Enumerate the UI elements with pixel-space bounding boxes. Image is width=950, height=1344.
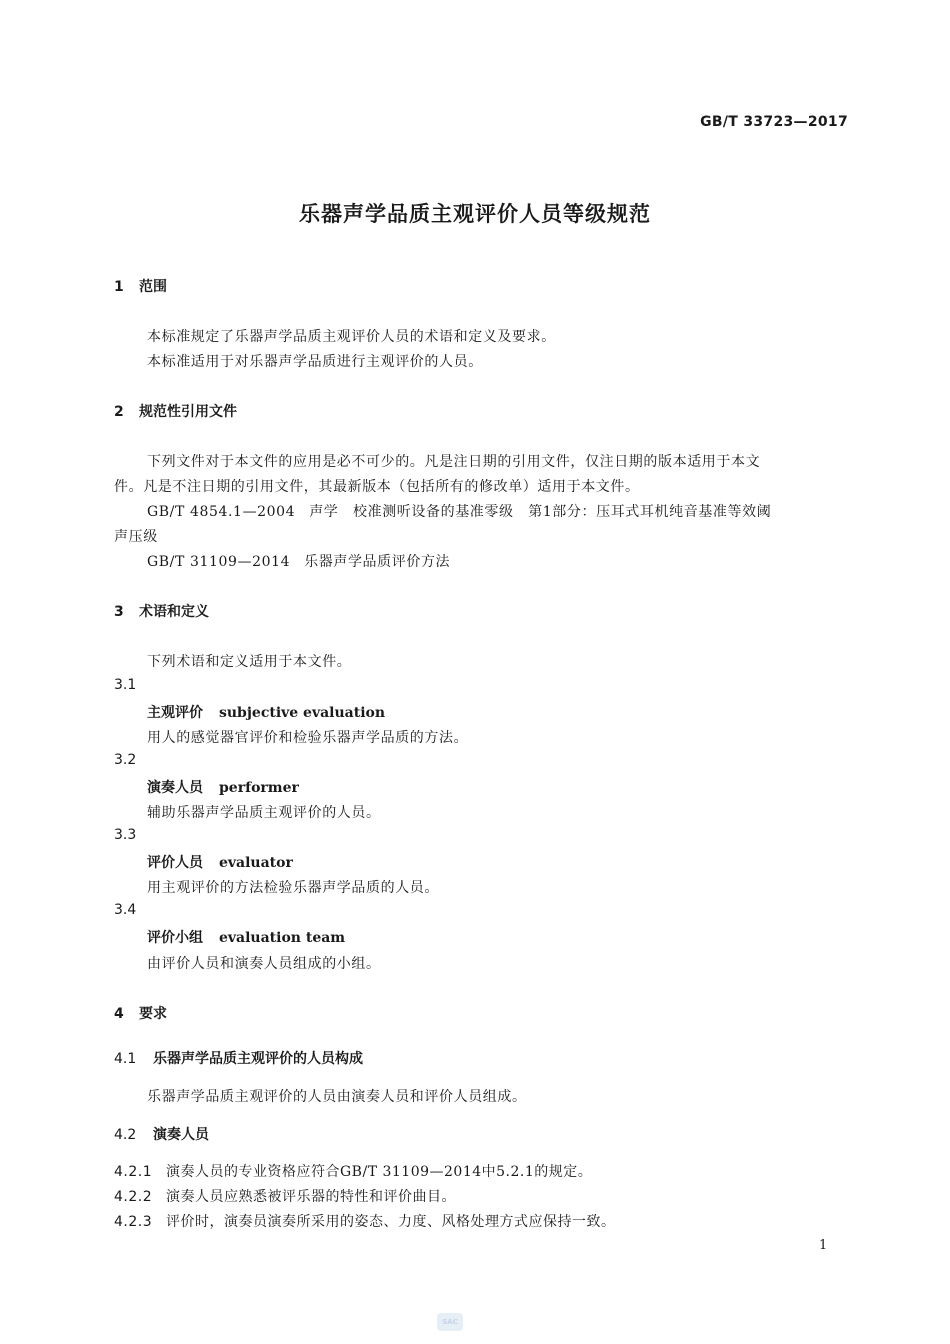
clause-text: 演奏人员的专业资格应符合GB/T 31109—2014中5.2.1的规定。 [166,1164,593,1180]
term-entry [147,927,345,947]
subsection-4-1-heading [114,1048,363,1068]
section-title: 要求 [139,1006,167,1022]
section-number: 2 [114,404,124,420]
reference-title: 乐器声学品质评价方法 [304,554,451,570]
term-chinese: 评价人员 [147,855,203,871]
paragraph: 乐器声学品质主观评价的人员由演奏人员和评价人员组成。 [147,1089,527,1105]
paragraph: 本标准规定了乐器声学品质主观评价人员的术语和定义及要求。 [147,329,556,345]
term-definition: 辅助乐器声学品质主观评价的人员。 [147,805,381,821]
paragraph: 本标准适用于对乐器声学品质进行主观评价的人员。 [147,354,483,370]
term-entry [147,777,299,797]
term-chinese: 评价小组 [147,930,203,946]
term-number: 3.3 [114,827,137,843]
term-chinese: 主观评价 [147,705,203,721]
term-definition: 由评价人员和演奏人员组成的小组。 [147,956,381,972]
reference-title-continuation: 声压级 [114,529,158,545]
section-title: 规范性引用文件 [139,404,237,420]
paragraph: 件。凡是不注日期的引用文件，其最新版本（包括所有的修改单）适用于本文件。 [114,479,640,495]
term-english: subjective evaluation [219,705,386,721]
term-chinese: 演奏人员 [147,780,203,796]
page-number: 1 [819,1238,828,1253]
term-english: performer [219,780,299,796]
subsection-4-2-heading [114,1124,209,1144]
clause-number: 4.2.1 [114,1164,153,1180]
watermark-logo: SAC [437,1313,463,1331]
section-1-heading [114,276,167,296]
term-number: 3.4 [114,902,137,918]
subsection-number: 4.2 [114,1127,137,1143]
section-number: 4 [114,1006,124,1022]
term-number: 3.1 [114,677,137,693]
term-entry [147,852,293,872]
paragraph: 下列文件对于本文件的应用是必不可少的。凡是注日期的引用文件，仅注日期的版本适用于本文 [147,454,761,470]
reference-code: GB/T 4854.1—2004 [147,504,296,520]
section-2-heading [114,401,237,421]
subsection-title: 乐器声学品质主观评价的人员构成 [153,1051,363,1067]
reference-title: 声学 校准测听设备的基准零级 第1部分：压耳式耳机纯音基准等效阈 [309,504,772,520]
section-number: 3 [114,604,124,620]
clause-number: 4.2.2 [114,1189,153,1205]
clause-item [114,1211,616,1231]
clause-text: 评价时，演奏员演奏所采用的姿态、力度、风格处理方式应保持一致。 [166,1214,616,1230]
clause-text: 演奏人员应熟悉被评乐器的特性和评价曲目。 [166,1189,456,1205]
normative-reference-2 [147,551,450,571]
section-title: 术语和定义 [139,604,209,620]
reference-code: GB/T 31109—2014 [147,554,291,570]
term-entry [147,702,385,722]
section-4-heading [114,1003,167,1023]
clause-number: 4.2.3 [114,1214,153,1230]
term-english: evaluator [219,855,293,871]
term-english: evaluation team [219,930,346,946]
term-number: 3.2 [114,752,137,768]
standard-number: GB/T 33723—2017 [700,114,848,130]
subsection-title: 演奏人员 [153,1127,209,1143]
clause-item [114,1161,592,1181]
section-3-heading [114,601,209,621]
section-number: 1 [114,279,124,295]
clause-item [114,1186,456,1206]
paragraph: 下列术语和定义适用于本文件。 [147,654,352,670]
term-definition: 用人的感觉器官评价和检验乐器声学品质的方法。 [147,730,469,746]
term-definition: 用主观评价的方法检验乐器声学品质的人员。 [147,880,439,896]
normative-reference-1 [147,501,771,521]
section-title: 范围 [139,279,167,295]
subsection-number: 4.1 [114,1051,137,1067]
document-title: 乐器声学品质主观评价人员等级规范 [299,202,651,226]
